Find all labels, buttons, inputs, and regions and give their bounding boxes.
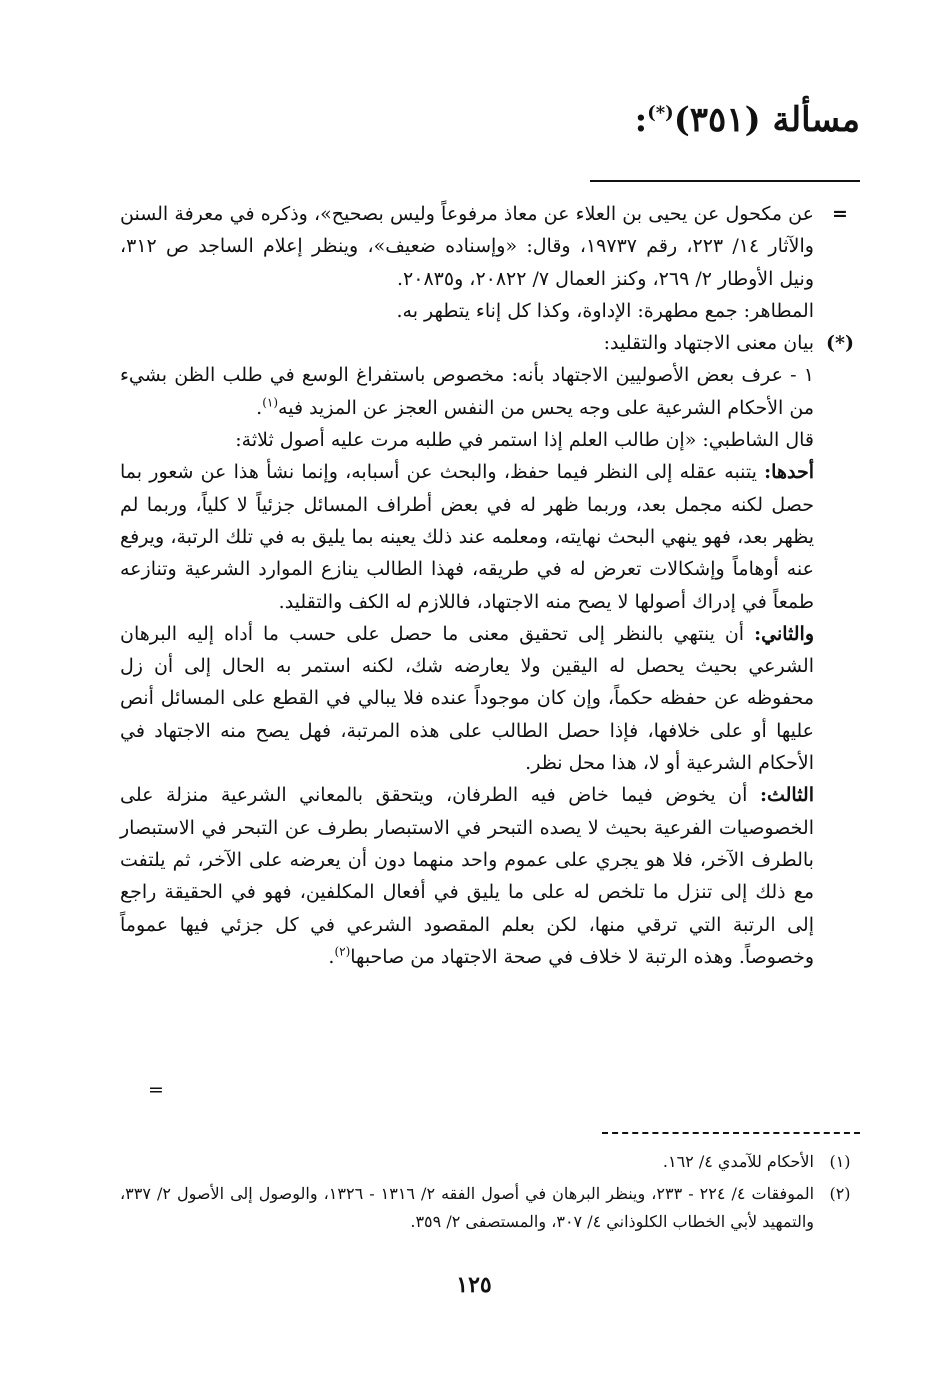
- star-note-title: بيان معنى الاجتهاد والتقليد:: [603, 332, 814, 355]
- star-note: [120, 327, 860, 973]
- third-stage-line: يليق في أفعال المكلفين، فهو في الحقيقة راجع إلى الرتبة التي ترقي منها،: [120, 881, 814, 936]
- shatibi-intro: قال الشاطبي: «إن طالب العلم إذا استمر في طلبه مرت عليه أصول ثلاثة:: [235, 429, 814, 452]
- definition-line: بشيء من الأحكام الشرعية على وجه يحس من النفس العجز عن المزيد فيه: [120, 364, 814, 419]
- footnote-text: الأحكام للآمدي ٤/ ١٦٢.: [662, 1152, 814, 1171]
- issue-title: مسألة (٣٥١): [673, 100, 860, 140]
- footnote-ref-1: (١): [262, 395, 279, 410]
- continuation-line: معرفة السنن والآثار ١٤/ ٢٢٣، رقم ١٩٧٣٧، وقال: «وإسناده ضعيف»، وينظر: [120, 203, 814, 258]
- footnote-ref-2: (٢): [334, 944, 351, 959]
- continuation-paragraph: [120, 198, 814, 295]
- footnote-2: [120, 1180, 860, 1236]
- continuation-line: إعلام الساجد ص ٣١٢، ونيل الأوطار ٢/ ٢٦٩، وكنز العمال ٧/ ٢٠٨٢٢،: [120, 235, 814, 290]
- page-number: ١٢٥: [456, 1272, 492, 1298]
- third-stage-line: أن يخوض فيما خاض فيه الطرفان، ويتحقق بالمعاني الشرعية منزلة: [166, 784, 748, 807]
- continuation-line: عن مكحول عن يحيى بن العلاء عن معاذ مرفوعاً وليس بصحيح»، وذكره في: [229, 203, 814, 225]
- third-stage-line: على الخصوصيات الفرعية بحيث لا يصده التبحر في الاستبصار بطرف عن: [120, 784, 814, 839]
- second-stage-label: والثاني:: [754, 622, 814, 645]
- footnote-body: [120, 198, 860, 973]
- third-stage-line: لا خلاف في صحة الاجتهاد من صاحبها: [350, 945, 639, 968]
- page-footnotes: [120, 1148, 860, 1240]
- footnote-text: الموفقات ٤/ ٢٢٤ - ٢٣٣، وينظر البرهان في أصول الفقه ٢/ ١٣١٦ - ١٣٢٦، والوصول إلى الأصول ٢/ ٣٣٧، والتمهيد لأبي الخطاب الكلوذاني ٤/ ٣٠٧، والمستصفى ٢/ ٣٥٩.: [120, 1184, 815, 1231]
- star-note-marker: (*): [826, 332, 854, 355]
- footnote-separator-bottom: [602, 1132, 860, 1134]
- third-stage-paragraph: [120, 779, 814, 973]
- third-stage-line: دون أن يعرضه على الآخر، ثم يلتفت مع ذلك إلى تنزل ما تلخص له على ما: [120, 848, 814, 904]
- first-stage-line: طريقه، فهذا الطالب ينازع الموارد الشرعية وتنازعه طمعاً في إدراك أصولها لا: [120, 558, 814, 613]
- footnote-separator-top: [590, 180, 860, 182]
- third-stage-end: .: [328, 945, 335, 968]
- second-stage-line: المرتبة، فهل يصح منه الاجتهاد في الأحكام الشرعية أو لا، هذا محل نظر.: [120, 719, 814, 775]
- first-stage-line: يصح منه الاجتهاد، فاللازم له الكف والتقليد.: [278, 590, 612, 613]
- issue-heading: [635, 96, 860, 144]
- second-stage-line: القطع على المسائل أنص عليها أو على خلافها، فإذا حصل الطالب على هذه: [120, 687, 814, 742]
- footnote-number: (١): [829, 1152, 851, 1171]
- second-stage-line: البرهان الشرعي بحيث يحصل له اليقين ولا يعارضه شك، لكنه استمر به الحال: [120, 622, 815, 678]
- second-stage-line: أن ينتهي بالنظر إلى تحقيق معنى ما حصل على حسب ما أداه إليه: [187, 622, 745, 645]
- issue-title-colon: :: [634, 100, 648, 140]
- second-stage-line: إلى أن زل محفوظه عن حفظه حكماً، وإن كان موجوداً عنده فلا يبالي في: [120, 655, 814, 710]
- definition-end: .: [256, 396, 263, 419]
- first-stage-line: جزئياً لا كلياً، وربما لم يظهر بعد، فهو ينهي البحث نهايته، ومعلمه عند ذلك: [120, 493, 815, 548]
- first-stage-line: يعينه بما يليق به في تلك الرتبة، ويرفع عنه أوهاماً وإشكالات تعرض له في: [120, 525, 814, 581]
- first-stage-label: أحدها:: [764, 461, 814, 484]
- second-stage-paragraph: [120, 618, 814, 779]
- continuation-note: [120, 198, 860, 327]
- footnote-1: [120, 1148, 860, 1176]
- third-stage-line: لكن بعلم المقصود الشرعي في كل جزئي فيها عموماً وخصوصاً. وهذه الرتبة: [120, 913, 814, 968]
- matahir-definition: المطاهر: جمع مطهرة: الإداوة، وكذا كل إناء يتطهر به.: [396, 299, 814, 322]
- footnote-number: (٢): [829, 1184, 851, 1203]
- third-stage-label: الثالث:: [759, 784, 815, 807]
- first-stage-line: عن شعور بما حصل لكنه مجمل بعد، وربما ظهر له في بعض أطراف المسائل: [120, 461, 814, 516]
- continuation-marker: =: [832, 203, 848, 225]
- issue-title-star: (*): [647, 102, 674, 124]
- third-stage-line: التبحر في الاستبصار بالطرف الآخر، فلا هو يجري على عموم واحد منهما: [120, 816, 814, 871]
- ijtihad-definition: [120, 359, 814, 424]
- continues-marker: =: [148, 1079, 164, 1101]
- first-stage-paragraph: [120, 456, 814, 617]
- continuation-line: و٢٠٨٣٥.: [396, 267, 464, 290]
- first-stage-line: يتنبه عقله إلى النظر فيما حفظ، والبحث عن أسبابه، وإنما نشأ هذا: [233, 461, 757, 484]
- definition-line: ١ - عرف بعض الأصوليين الاجتهاد بأنه: مخصوص باستفراغ الوسع في طلب الظن: [174, 364, 814, 387]
